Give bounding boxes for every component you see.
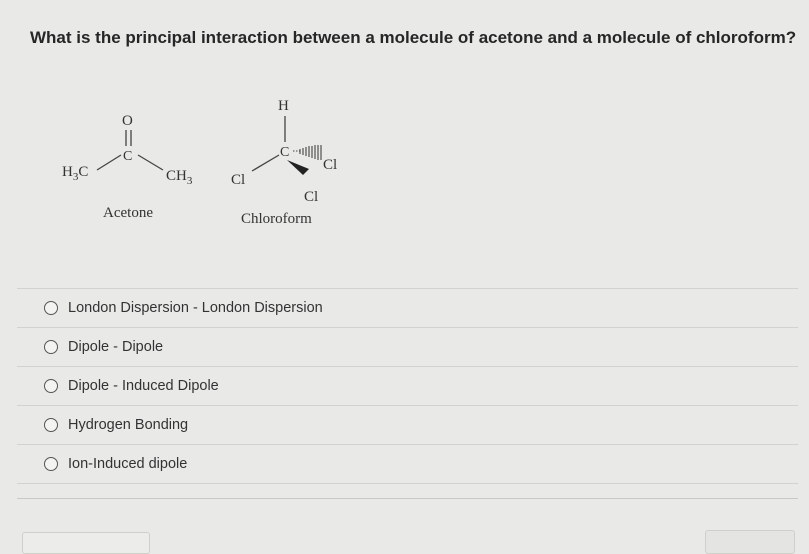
chloroform-cl-right: Cl (323, 157, 338, 173)
acetone-left-methyl: $H_3C$ (62, 164, 89, 183)
option-label: Dipole - Induced Dipole (68, 378, 219, 394)
option-dipole-induced-dipole[interactable] (17, 367, 798, 406)
radio-button[interactable] (44, 418, 58, 432)
molecule-figure (0, 80, 809, 240)
molecule-diagram (0, 80, 809, 240)
acetone-oxygen: O (122, 113, 133, 129)
wedge-bond (287, 160, 309, 175)
chloroform-carbon: C (280, 145, 290, 160)
next-button[interactable] (705, 530, 795, 554)
radio-button[interactable] (44, 457, 58, 471)
chloroform-hydrogen: H (278, 98, 289, 114)
option-label: Hydrogen Bonding (68, 417, 189, 433)
option-label: Dipole - Dipole (68, 339, 164, 355)
radio-button[interactable] (44, 340, 58, 354)
acetone-carbonyl-carbon: C (123, 149, 133, 164)
option-hydrogen-bonding[interactable] (17, 406, 798, 445)
divider (17, 498, 798, 499)
option-london-dispersion[interactable] (17, 289, 798, 328)
chloroform-label: Chloroform (241, 211, 312, 227)
radio-button[interactable] (44, 301, 58, 315)
option-dipole-dipole[interactable] (17, 328, 798, 367)
chloroform-cl-bottom: Cl (304, 189, 319, 205)
answer-options (17, 288, 798, 484)
acetone-label: Acetone (103, 205, 153, 221)
radio-button[interactable] (44, 379, 58, 393)
previous-button[interactable] (22, 532, 150, 554)
chloroform-structure (231, 98, 337, 227)
option-ion-induced-dipole[interactable] (17, 445, 798, 484)
question-text: What is the principal interaction between a molecule of acetone and a molecule of chloroform? (30, 28, 797, 47)
acetone-structure (62, 113, 193, 221)
acetone-right-methyl: $CH_3$ (166, 168, 193, 187)
option-label: London Dispersion - London Dispersion (68, 300, 323, 316)
chloroform-cl-left: Cl (231, 172, 246, 188)
option-label: Ion-Induced dipole (68, 456, 188, 472)
